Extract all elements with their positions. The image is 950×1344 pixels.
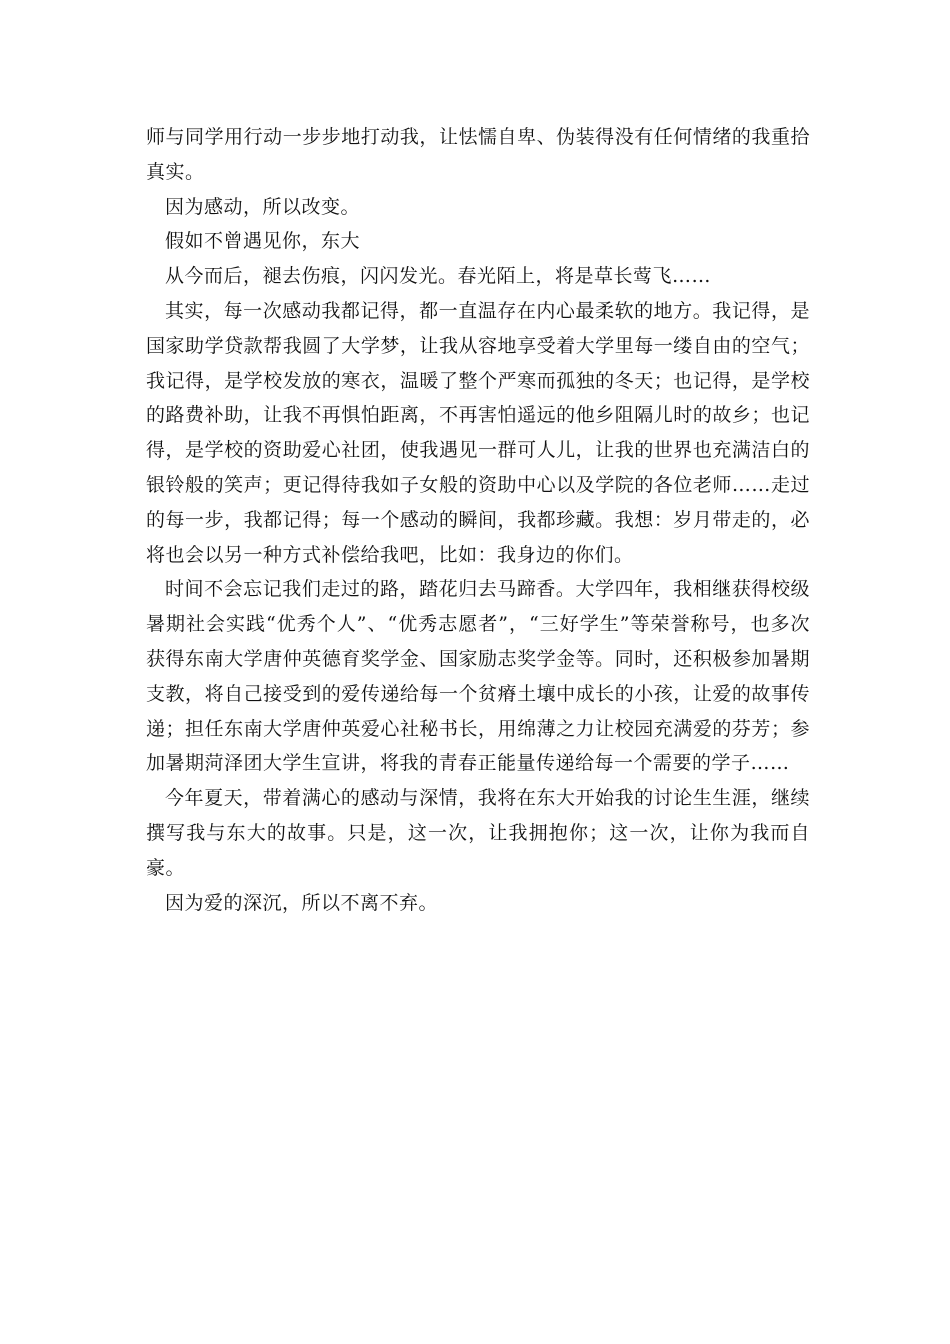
document-body [146, 120, 810, 920]
paragraph-body: 今年夏天，带着满心的感动与深情，我将在东大开始我的讨论生生涯，继续撰写我与东大的故事。只是，这一次，让我拥抱你；这一次，让你为我而自豪。 [146, 787, 810, 879]
paragraph-body: 时间不会忘记我们走过的路，踏花归去马蹄香。大学四年，我相继获得校级暑期社会实践“优秀个人”、“优秀志愿者”，“三好学生”等荣誉称号，也多次获得东南大学唐仲英德育奖学金、国家励志奖学金等。同时，还积极参加暑期支教，将自己接受到的爱传递给每一个贫瘠土壤中成长的小孩，让爱的故事传递；担任东南大学唐仲英爱心社秘书长，用绵薄之力让校园充满爱的芬芳；参加暑期菏泽团大学生宣讲，将我的青春正能量传递给每一个需要的学子…… [146, 578, 810, 775]
paragraph-short: 因为感动，所以改变。 [165, 195, 361, 218]
paragraph-heading-line: 假如不曾遇见你，东大 [165, 230, 361, 253]
paragraph-short: 从今而后，褪去伤痕，闪闪发光。春光陌上，将是草长莺飞…… [165, 265, 712, 288]
paragraph-continuation: 师与同学用行动一步步地打动我，让怯懦自卑、伪装得没有任何情绪的我重拾真实。 [146, 126, 810, 183]
paragraph-closing: 因为爱的深沉，所以不离不弃。 [165, 891, 439, 914]
paragraph-body: 其实，每一次感动我都记得，都一直温存在内心最柔软的地方。我记得，是国家助学贷款帮我圆了大学梦，让我从容地享受着大学里每一缕自由的空气；我记得，是学校发放的寒衣，温暖了整个严寒而孤独的冬天；也记得，是学校的路费补助，让我不再惧怕距离，不再害怕遥远的他乡阻隔儿时的故乡；也记得，是学校的资助爱心社团，使我遇见一群可人儿，让我的世界也充满洁白的银铃般的笑声；更记得待我如子女般的资助中心以及学院的各位老师……走过的每一步，我都记得；每一个感动的瞬间，我都珍藏。我想：岁月带走的，必将也会以另一种方式补偿给我吧，比如：我身边的你们。 [146, 299, 810, 566]
